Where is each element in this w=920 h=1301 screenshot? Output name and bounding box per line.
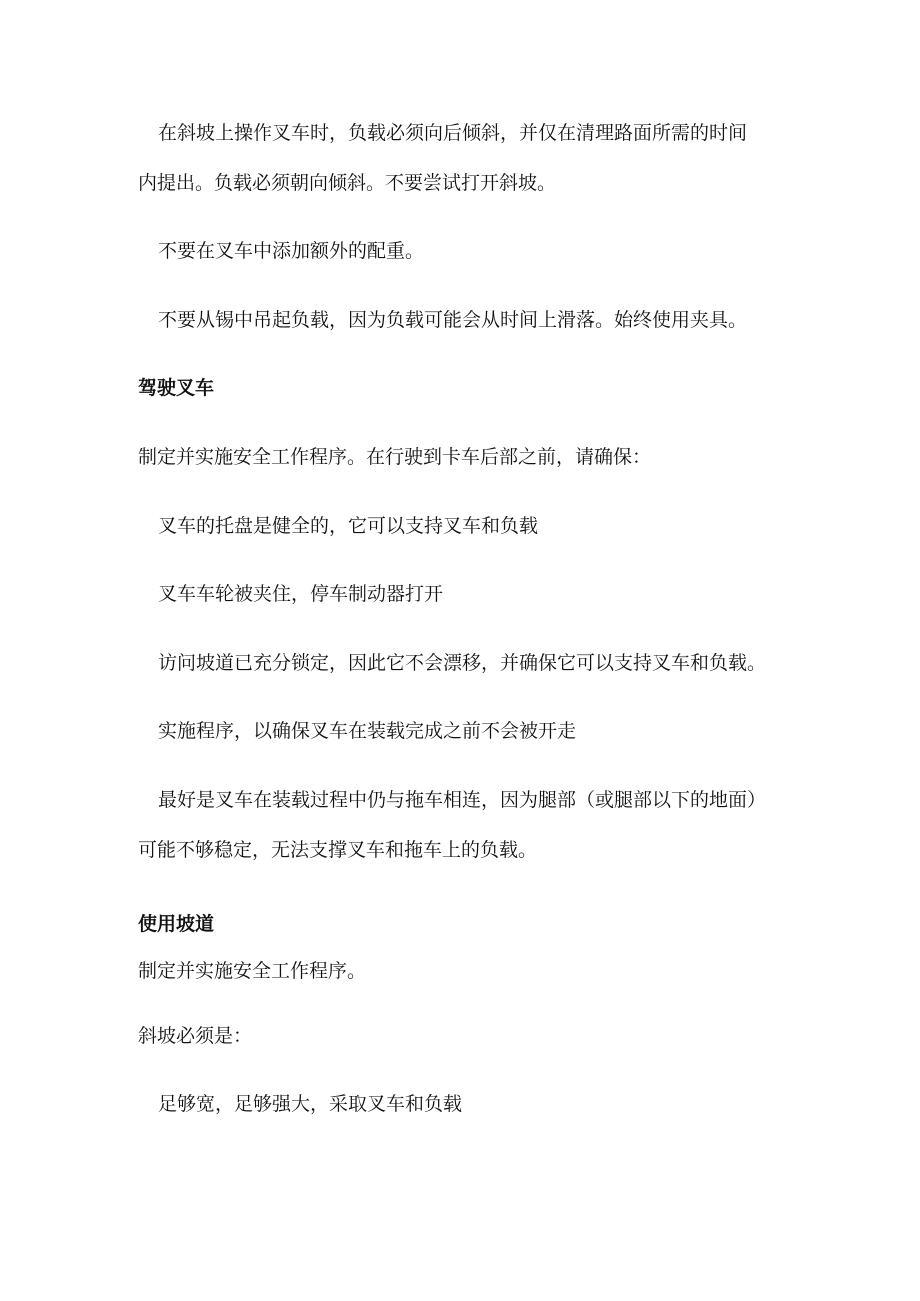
paragraph-line: 内提出。负载必须朝向倾斜。不要尝试打开斜坡。 (138, 172, 557, 194)
list-item: 实施程序，以确保叉车在装载完成之前不会被开走 (158, 720, 577, 742)
paragraph-line: 斜坡必须是： (138, 1025, 253, 1047)
list-item: 叉车的托盘是健全的，它可以支持叉车和负载 (158, 515, 539, 537)
section-heading: 驾驶叉车 (138, 377, 215, 399)
paragraph-line: 最好是叉车在装载过程中仍与拖车相连，因为腿部（或腿部以下的地面） (158, 789, 767, 811)
paragraph-line: 不要在叉车中添加额外的配重。 (158, 240, 425, 262)
list-item: 叉车车轮被夹住，停车制动器打开 (158, 583, 444, 605)
paragraph-line: 不要从锡中吊起负载，因为负载可能会从时间上滑落。始终使用夹具。 (158, 309, 748, 331)
section-heading: 使用坡道 (138, 913, 215, 935)
paragraph-line: 可能不够稳定，无法支撑叉车和拖车上的负载。 (138, 839, 538, 861)
paragraph-line: 制定并实施安全工作程序。在行驶到卡车后部之前，请确保： (138, 446, 652, 468)
list-item: 足够宽，足够强大，采取叉车和负载 (158, 1093, 463, 1115)
paragraph-line: 制定并实施安全工作程序。 (138, 960, 367, 982)
list-item: 访问坡道已充分锁定，因此它不会漂移，并确保它可以支持叉车和负载。 (158, 652, 767, 674)
paragraph-line: 在斜坡上操作叉车时，负载必须向后倾斜，并仅在清理路面所需的时间 (158, 122, 748, 144)
